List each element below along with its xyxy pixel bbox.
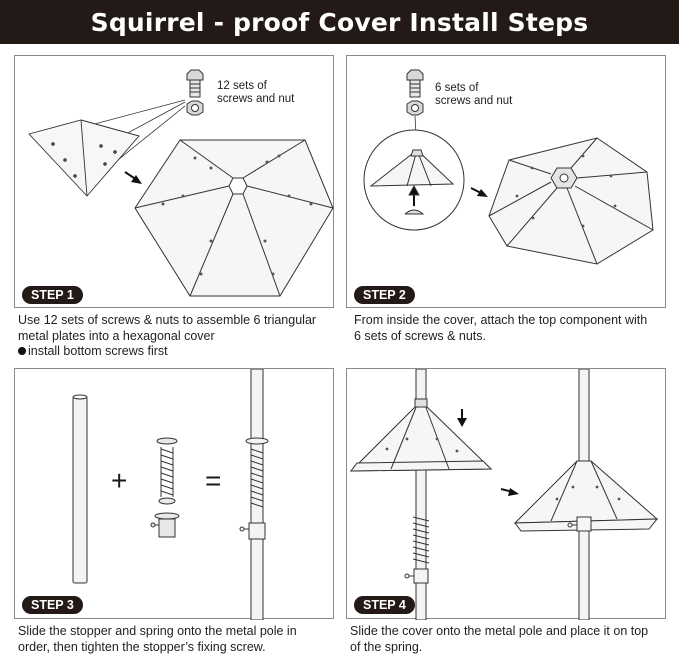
page-title: Squirrel - proof Cover Install Steps: [0, 0, 679, 44]
screw-nut-icon: [187, 70, 203, 115]
step-2-panel: [346, 55, 666, 308]
metal-pole: [73, 395, 87, 583]
arrow-icon: [471, 188, 488, 197]
step-4-caption: Slide the cover onto the metal pole and place it on top of the spring.: [350, 624, 649, 654]
triangle-plate: [29, 120, 139, 196]
step-badge: STEP 1: [22, 286, 83, 304]
step-3-panel: [14, 368, 334, 619]
hexagon-cover: [135, 140, 333, 296]
detail-circle: [364, 130, 464, 230]
step-badge: STEP 2: [354, 286, 415, 304]
screws-label: 6 sets of screws and nut: [435, 82, 513, 107]
spring-stopper: [151, 438, 179, 537]
step-2-caption: From inside the cover, attach the top component with 6 sets of screws & nuts.: [354, 313, 648, 343]
cover-top: [351, 399, 491, 471]
screw-nut-icon: [407, 70, 423, 115]
step-badge: STEP 3: [22, 596, 83, 614]
step-4-panel: [346, 368, 666, 619]
hexagon-cover: [489, 138, 653, 264]
step-badge: STEP 4: [354, 596, 415, 614]
screws-label: 12 sets of screws and nut: [217, 80, 295, 105]
equals-sign: =: [205, 465, 222, 496]
cover-installed: [515, 461, 657, 531]
assembled-pole: [240, 369, 268, 620]
step-1-caption: Use 12 sets of screws & nuts to assemble 6 triangular metal plates into a hexagonal cover install bottom screws first: [18, 313, 317, 358]
bullet-icon: [18, 347, 26, 355]
arrow-right-icon: [501, 488, 519, 496]
plus-sign: +: [111, 465, 128, 496]
step-3-caption: Slide the stopper and spring onto the metal pole in order, then tighten the stopper’s fixing screw.: [18, 624, 297, 654]
step-3-illustration: [15, 369, 335, 620]
step-4-illustration: [347, 369, 667, 620]
arrow-down-icon: [457, 409, 467, 427]
step-1-panel: [14, 55, 334, 308]
arrow-icon: [125, 172, 142, 184]
